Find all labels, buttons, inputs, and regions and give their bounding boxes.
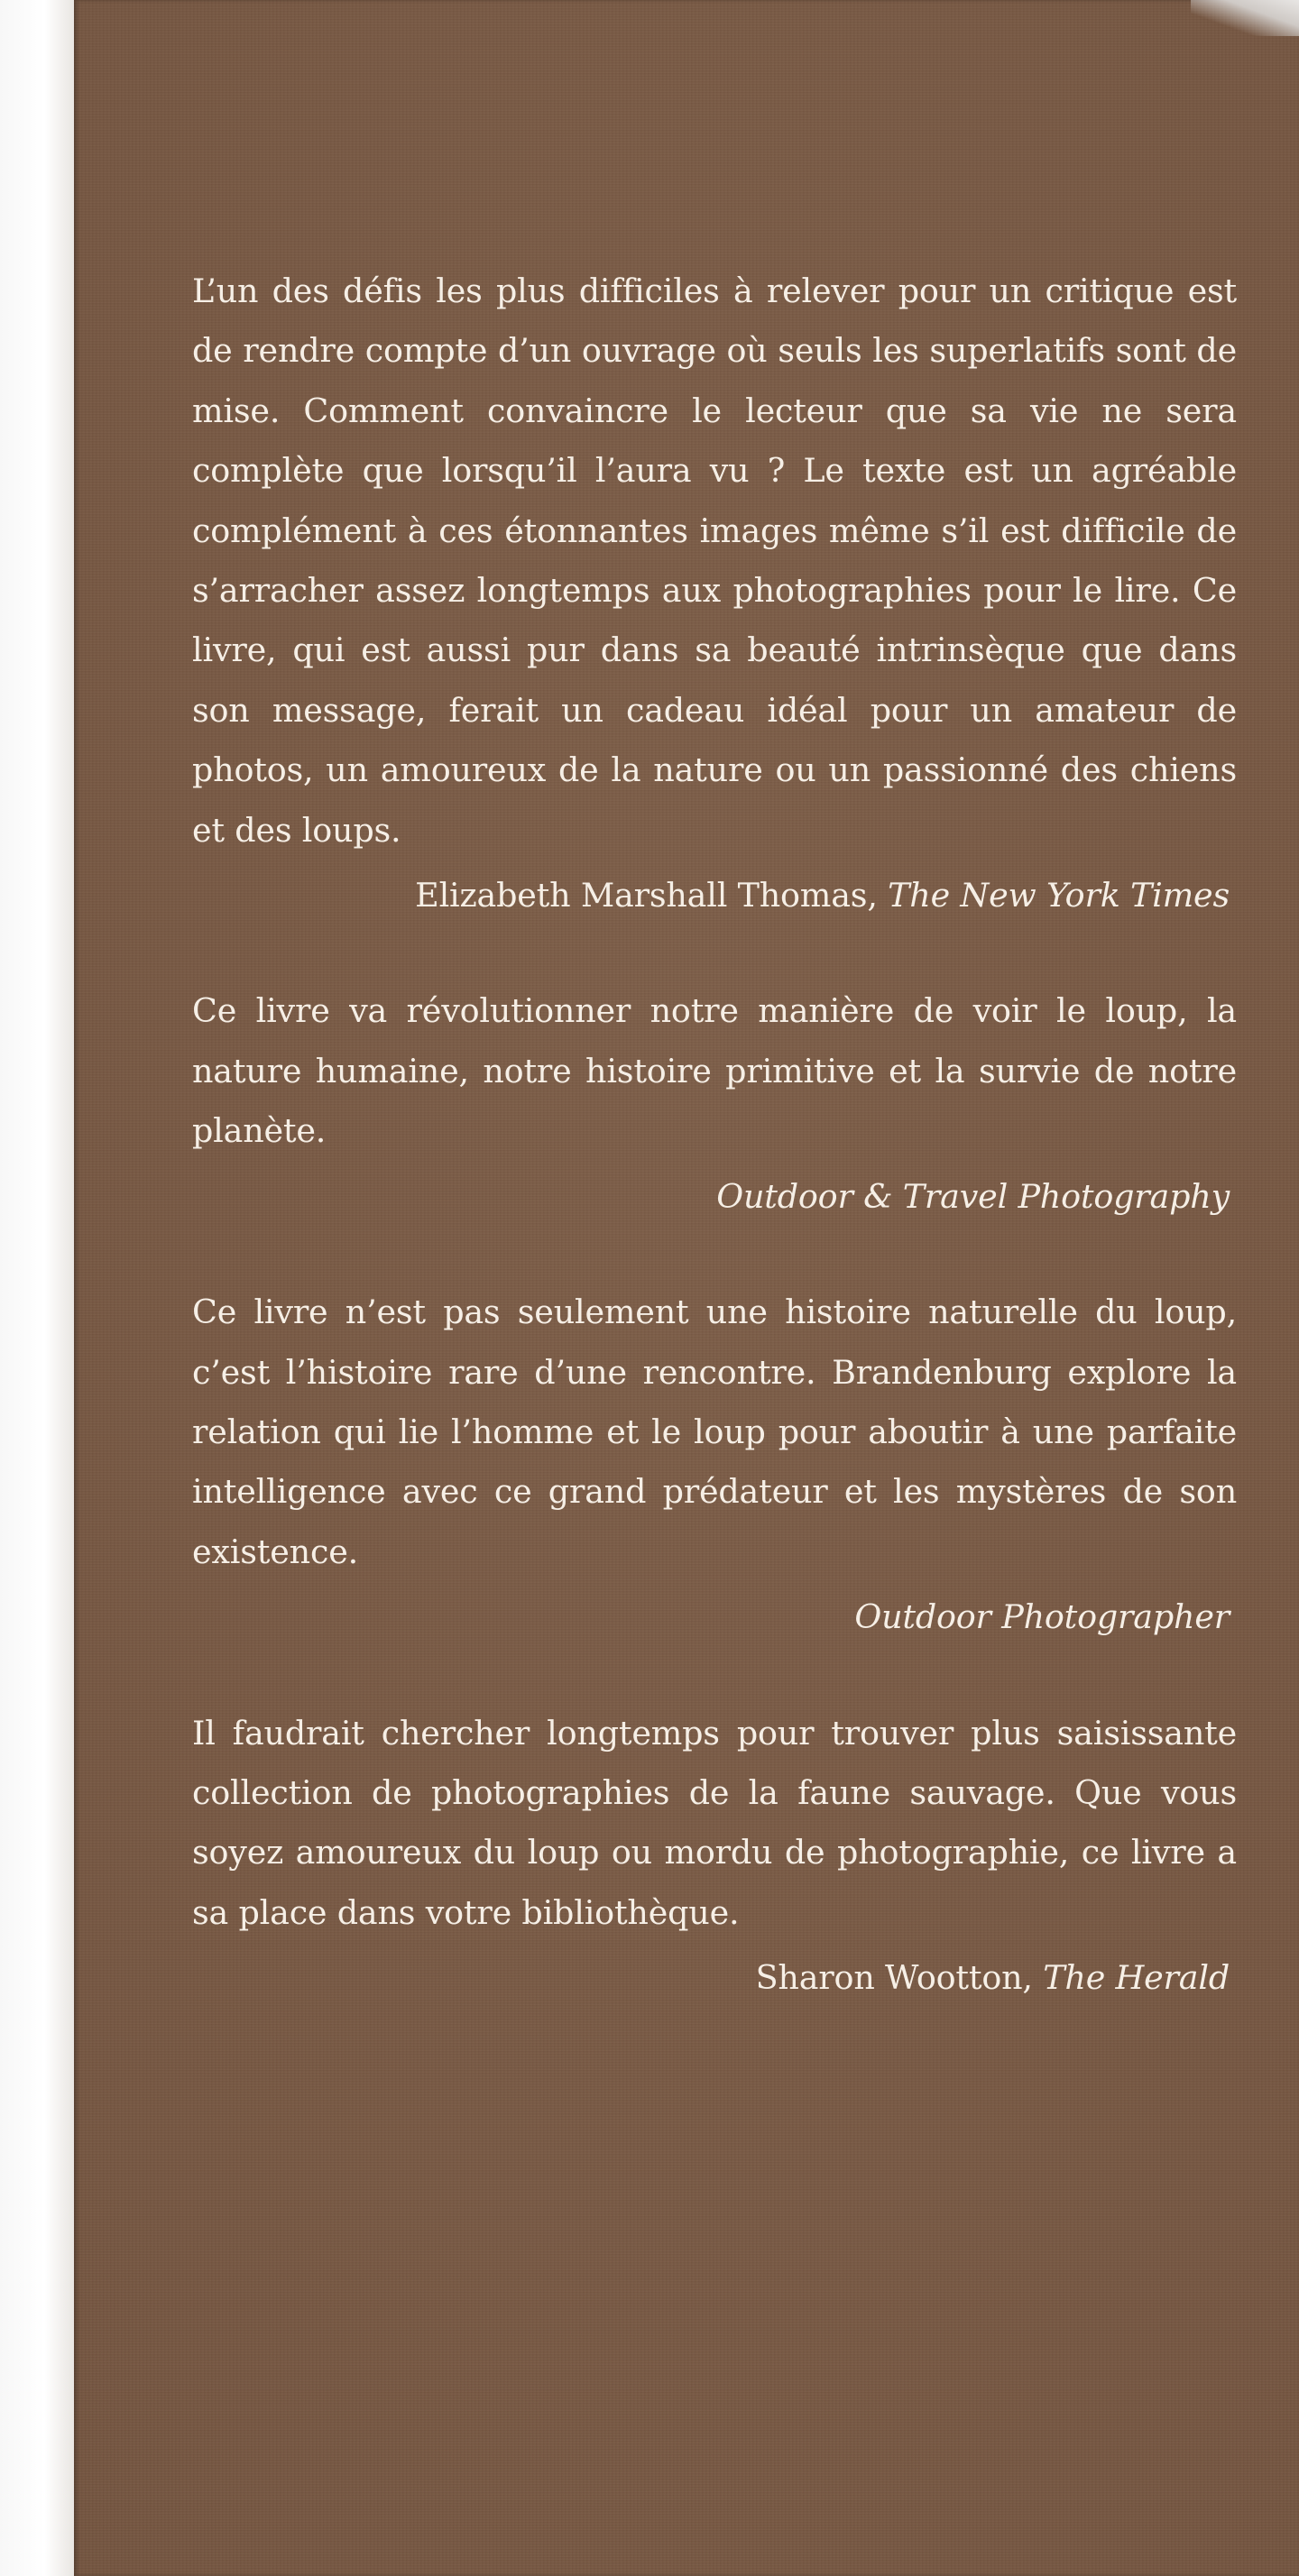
review-source-2: Outdoor & Travel Photography bbox=[716, 1176, 1230, 1216]
review-spacer bbox=[192, 925, 1237, 981]
review-attribution-2 bbox=[192, 1167, 1237, 1227]
review-quote-2: Ce livre va révolutionner notre manière de voir le loup, la nature humaine, notre histoire primitive et la survie de notre planète. bbox=[192, 991, 1237, 1151]
review-author-4: Sharon Wootton, bbox=[755, 1958, 1044, 1998]
reviews-block bbox=[192, 262, 1237, 2009]
page-white-edge bbox=[0, 0, 74, 2576]
review-source-1: The New York Times bbox=[888, 876, 1230, 915]
review-spacer bbox=[192, 1227, 1237, 1283]
review-quote-1: L’un des défis les plus difficiles à relever pour un critique est de rendre compte d’un ouvrage où seuls les superlatifs sont de mise. Comment convaincre le lecteur que sa vie ne sera complète que lorsqu’il l’aura vu ? Le texte est un agréable complément à ces étonnantes images même s’il est difficile de s’arracher assez longtemps aux photographies pour le lire. Ce livre, qui est aussi pur dans sa beauté intrinsèque que dans son message, ferait un cadeau idéal pour un amateur de photos, un amoureux de la nature ou un passionné des chiens et des loups. bbox=[192, 271, 1237, 850]
review-spacer bbox=[192, 1648, 1237, 1704]
review-attribution-3 bbox=[192, 1587, 1237, 1647]
review-quote-3: Ce livre n’est pas seulement une histoire naturelle du loup, c’est l’histoire rare d’une rencontre. Brandenburg explore la relation qui lie l’homme et le loup pour aboutir à une parfaite intelligence avec ce grand prédateur et les mystères de son existence. bbox=[192, 1293, 1237, 1571]
review-author-1: Elizabeth Marshall Thomas, bbox=[415, 876, 889, 915]
review-quote-4: Il faudrait chercher longtemps pour trouver plus saisissante collection de photographies de la faune sauvage. Que vous soyez amoureux du loup ou mordu de photographie, ce livre a sa place dans votre bibliothèque. bbox=[192, 1713, 1237, 1932]
review-source-4: The Herald bbox=[1043, 1958, 1230, 1998]
review-attribution-1 bbox=[192, 866, 1237, 925]
review-attribution-4 bbox=[192, 1948, 1237, 2008]
review-source-3: Outdoor Photographer bbox=[854, 1597, 1230, 1637]
corner-fold bbox=[1191, 0, 1299, 36]
